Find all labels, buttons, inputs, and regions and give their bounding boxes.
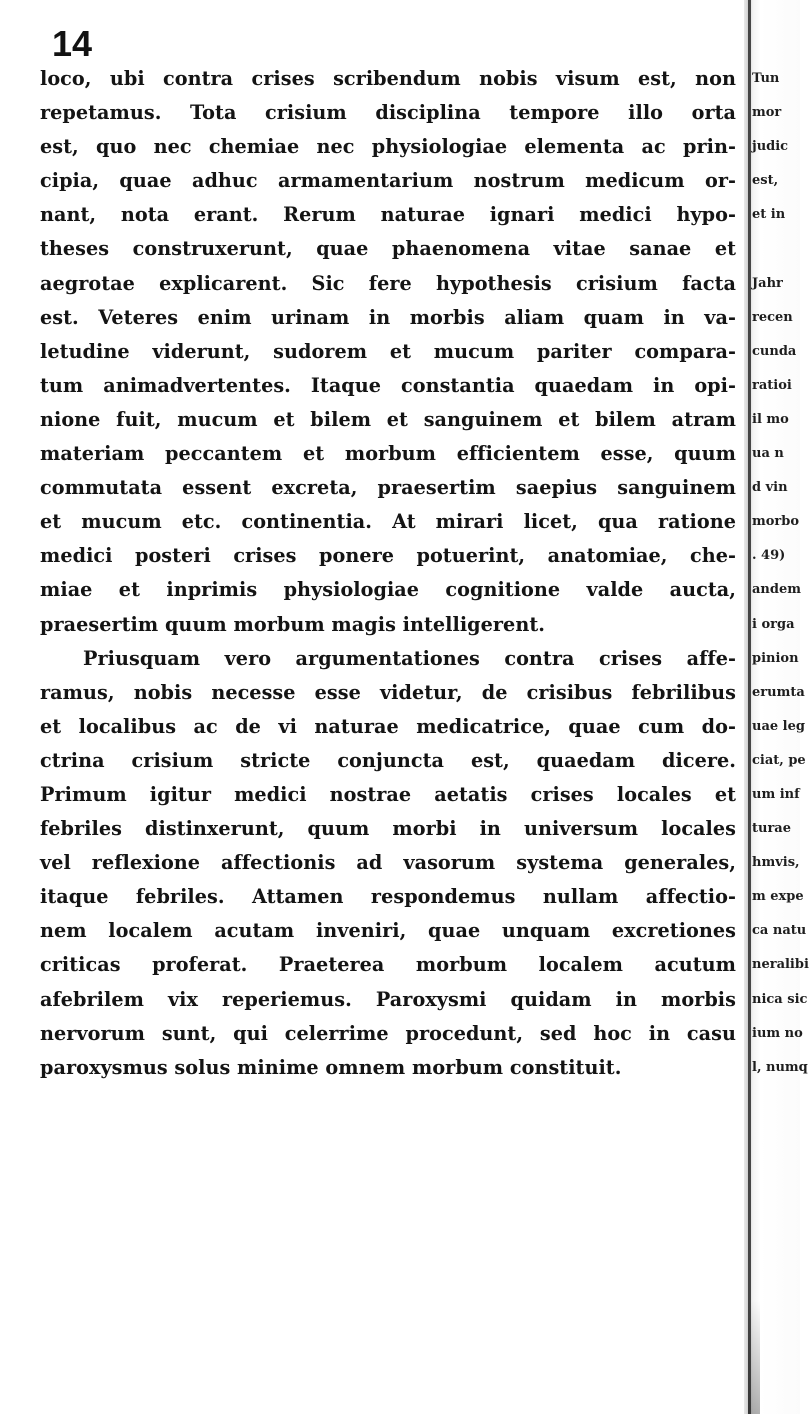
facing-fragment: m expe xyxy=(752,889,804,905)
facing-fragment: erumta xyxy=(752,684,805,700)
text-line: criticas proferat. Praeterea morbum localem acutum xyxy=(40,953,736,977)
text-line: tum animadvertentes. Itaque constantia quaedam in opi- xyxy=(40,373,736,397)
text-line: aegrotae explicarent. Sic fere hypothesis crisium facta xyxy=(40,271,736,295)
text-line: est. Veteres enim urinam in morbis aliam quam in va- xyxy=(40,305,736,329)
facing-fragment: ium no xyxy=(752,1025,803,1041)
facing-fragment: l, numq xyxy=(752,1059,808,1075)
text-line: commutata essent excreta, praesertim saepius sanguinem xyxy=(40,476,736,500)
body-text xyxy=(40,62,736,1085)
text-line: miae et inprimis physiologiae cognitione valde aucta, xyxy=(40,578,736,602)
text-line: ctrina crisium stricte conjuncta est, quaedam dicere. xyxy=(40,748,736,772)
text-line: afebrilem vix reperiemus. Paroxysmi quidam in morbis xyxy=(40,987,736,1011)
facing-fragment: ca natu xyxy=(752,923,807,939)
facing-fragment: et in xyxy=(752,207,786,223)
text-line: repetamus. Tota crisium disciplina tempore illo orta xyxy=(40,101,736,125)
facing-fragment: neralibi xyxy=(752,957,809,973)
facing-fragment: d vin xyxy=(752,480,788,496)
facing-fragment: ciat, pe xyxy=(752,752,806,768)
facing-fragment: est, xyxy=(752,173,779,189)
facing-fragment: mor xyxy=(752,105,782,121)
text-line: nem localem acutam inveniri, quae unquam excretiones xyxy=(40,919,736,943)
text-line: itaque febriles. Attamen respondemus nullam affectio- xyxy=(40,885,736,909)
facing-page-fragments xyxy=(752,62,809,1085)
text-line: et localibus ac de vi naturae medicatrice, quae cum do- xyxy=(40,714,736,738)
spine-shadow xyxy=(748,1300,760,1414)
text-line: praesertim quum morbum magis intelligerent. xyxy=(40,612,545,636)
facing-fragment: judic xyxy=(752,139,789,155)
facing-fragment: Tun xyxy=(752,71,780,86)
facing-fragment: ratioi xyxy=(752,377,792,393)
text-line: materiam peccantem et morbum efficientem esse, quum xyxy=(40,442,736,466)
text-line: est, quo nec chemiae nec physiologiae elementa ac prin- xyxy=(40,135,736,159)
text-line: medici posteri crises ponere potuerint, anatomiae, che- xyxy=(40,544,736,568)
text-line: nant, nota erant. Rerum naturae ignari medici hypo- xyxy=(40,203,736,227)
facing-fragment: hmvis, xyxy=(752,855,800,871)
facing-fragment: . 49) xyxy=(752,548,786,564)
text-line: theses construxerunt, quae phaenomena vitae sanae et xyxy=(40,237,736,261)
facing-fragment: recen xyxy=(752,309,793,325)
text-line: febriles distinxerunt, quum morbi in universum locales xyxy=(40,817,736,841)
text-line: letudine viderunt, sudorem et mucum pariter compara- xyxy=(40,339,736,363)
text-line: ramus, nobis necesse esse videtur, de crisibus febrilibus xyxy=(40,680,736,704)
facing-fragment: pinion xyxy=(752,650,799,666)
text-line: paroxysmus solus minime omnem morbum constituit. xyxy=(40,1055,622,1079)
text-line: vel reflexione affectionis ad vasorum systema generales, xyxy=(40,851,736,875)
facing-fragment: ua n xyxy=(752,446,784,462)
facing-fragment: Jahr xyxy=(752,275,783,291)
facing-fragment: um inf xyxy=(752,786,800,802)
text-line: et mucum etc. continentia. At mirari licet, qua ratione xyxy=(40,510,736,534)
facing-fragment: nica sic xyxy=(752,991,808,1007)
facing-fragment: uae leg xyxy=(752,718,805,734)
spine-edge xyxy=(748,0,751,1414)
text-line: Primum igitur medici nostrae aetatis crises locales et xyxy=(40,782,736,806)
text-line: cipia, quae adhuc armamentarium nostrum medicum or- xyxy=(40,169,736,193)
text-line: nervorum sunt, qui celerrime procedunt, sed hoc in casu xyxy=(40,1021,736,1045)
text-line: nione fuit, mucum et bilem et sanguinem et bilem atram xyxy=(40,407,736,431)
page-number: 14 xyxy=(52,23,93,64)
text-line: loco, ubi contra crises scribendum nobis visum est, non xyxy=(40,67,736,90)
text-line-paragraph-start: Priusquam vero argumentationes contra crises affe- xyxy=(83,646,736,670)
facing-fragment: andem xyxy=(752,582,801,598)
facing-fragment: turae xyxy=(752,821,791,837)
facing-fragment: cunda xyxy=(752,343,797,359)
facing-fragment: il mo xyxy=(752,411,789,427)
facing-fragment: i orga xyxy=(752,616,795,632)
facing-fragment xyxy=(752,232,800,266)
facing-fragment: morbo xyxy=(752,514,800,530)
